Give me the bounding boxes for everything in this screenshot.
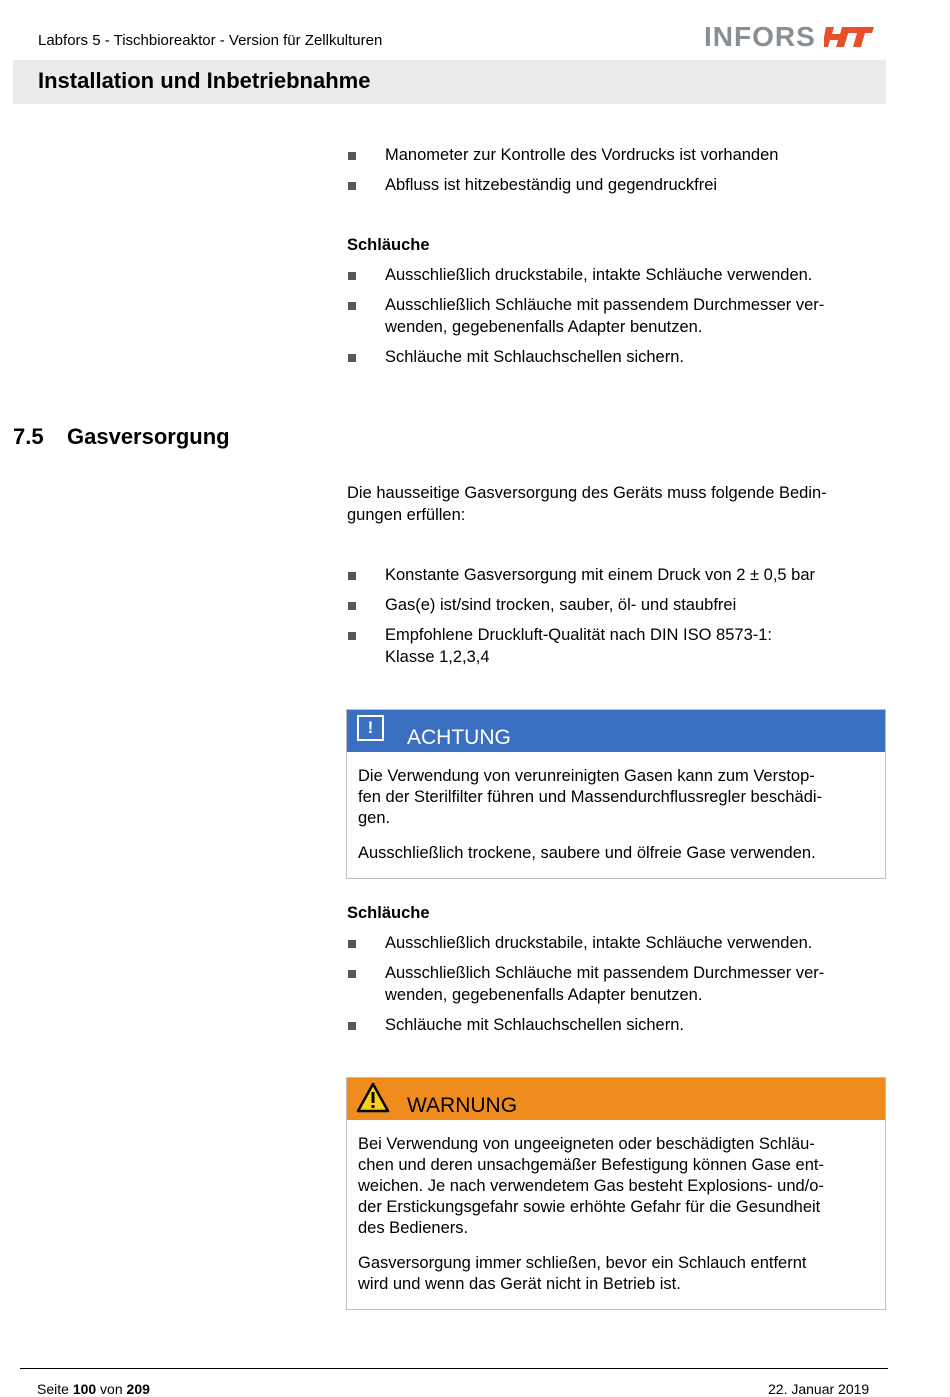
section-number: 7.5 bbox=[13, 424, 44, 449]
document-subtitle: Labfors 5 - Tischbioreaktor - Version für Zellkulturen bbox=[38, 32, 383, 49]
caution-label: ACHTUNG bbox=[407, 726, 511, 749]
caution-header bbox=[347, 710, 885, 752]
warning-triangle-icon bbox=[356, 1082, 390, 1114]
warning-box bbox=[346, 1077, 886, 1310]
page-total: 209 bbox=[126, 1381, 150, 1397]
caution-box bbox=[346, 709, 886, 879]
list-item: Ausschließlich Schläuche mit passendem Durchmesser ver- wenden, gegebenenfalls Adapter benutzen. bbox=[347, 294, 887, 338]
hoses-heading: Schläuche bbox=[347, 236, 430, 254]
warning-body bbox=[347, 1120, 885, 1295]
hoses-section-2 bbox=[347, 902, 887, 1044]
warning-label: WARNUNG bbox=[407, 1094, 518, 1117]
top-requirements bbox=[347, 144, 887, 204]
warning-text: Bei Verwendung von ungeeigneten oder beschädigten Schläu- chen und deren unsachgemäßer Befestigung können Gase ent- weichen. Je nach verwendetem Gas besteht Explosions- und/o- der Erstickungsgefahr sowie erhöhte Gefahr für die Gesundheit des Bedieners. bbox=[358, 1135, 824, 1237]
list-item: Ausschließlich Schläuche mit passendem Durchmesser ver- wenden, gegebenenfalls Adapter benutzen. bbox=[347, 962, 887, 1006]
list-item: Schläuche mit Schlauchschellen sichern. bbox=[347, 346, 887, 368]
logo-text: INFORS bbox=[704, 21, 816, 52]
page-of: von bbox=[96, 1381, 127, 1397]
page-prefix: Seite bbox=[37, 1381, 73, 1397]
list-item: Konstante Gasversorgung mit einem Druck von 2 ± 0,5 bar bbox=[347, 564, 887, 586]
chapter-bar bbox=[13, 60, 886, 104]
list-item: Empfohlene Druckluft-Qualität nach DIN ISO 8573-1: Klasse 1,2,3,4 bbox=[347, 624, 887, 668]
section-heading bbox=[13, 424, 230, 450]
section-intro: Die hausseitige Gasversorgung des Geräts muss folgende Bedin- gungen erfüllen: bbox=[347, 484, 827, 524]
page-number: 100 bbox=[72, 1381, 97, 1397]
hoses-section-1 bbox=[347, 234, 887, 376]
ht-logo-mark bbox=[824, 25, 874, 49]
list-item: Gas(e) ist/sind trocken, sauber, öl- und staubfrei bbox=[347, 594, 887, 616]
exclamation-icon: ! bbox=[357, 715, 384, 741]
list-item: Ausschließlich druckstabile, intakte Schläuche verwenden. bbox=[347, 264, 887, 286]
list-item: Ausschließlich druckstabile, intakte Schläuche verwenden. bbox=[347, 932, 887, 954]
caution-text: Die Verwendung von verunreinigten Gasen kann zum Verstop- fen der Sterilfilter führen und Massendurchflussregler beschädi- gen. bbox=[358, 767, 823, 827]
warning-header bbox=[347, 1078, 885, 1120]
list-item: Manometer zur Kontrolle des Vordrucks ist vorhanden bbox=[347, 144, 887, 166]
list-item: Schläuche mit Schlauchschellen sichern. bbox=[347, 1014, 887, 1036]
warning-action: Gasversorgung immer schließen, bevor ein Schlauch entfernt wird und wenn das Gerät nicht in Betrieb ist. bbox=[358, 1254, 807, 1293]
footer-divider bbox=[20, 1368, 888, 1369]
caution-body bbox=[347, 752, 885, 864]
document-date: 22. Januar 2019 bbox=[768, 1381, 870, 1397]
caution-action: Ausschließlich trockene, saubere und ölfreie Gase verwenden. bbox=[358, 844, 816, 862]
page-indicator bbox=[37, 1381, 150, 1397]
chapter-title: Installation und Inbetriebnahme bbox=[38, 68, 371, 93]
infors-ht-logo bbox=[704, 22, 874, 52]
list-item: Abfluss ist hitzebeständig und gegendruckfrei bbox=[347, 174, 887, 196]
gas-conditions bbox=[347, 564, 887, 676]
section-title: Gasversorgung bbox=[67, 424, 230, 449]
hoses-heading: Schläuche bbox=[347, 904, 430, 922]
